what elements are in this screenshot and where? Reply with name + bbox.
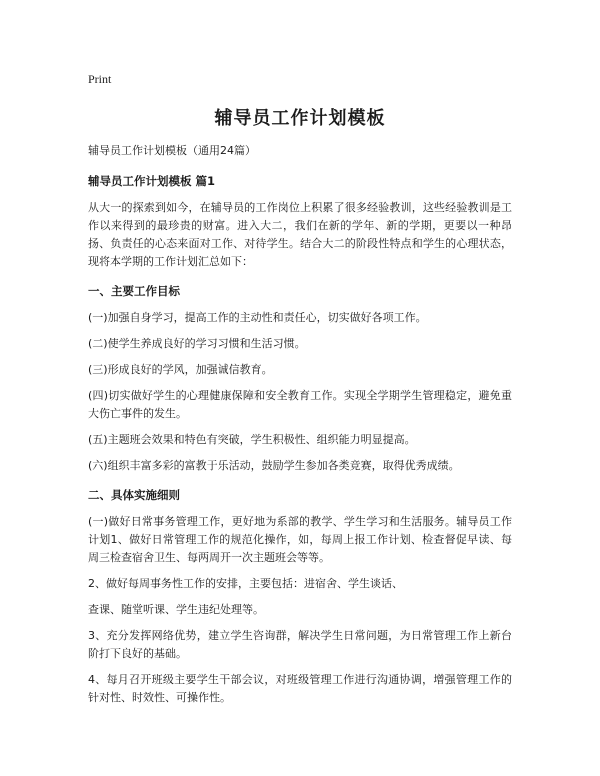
- document-subtitle: 辅导员工作计划模板（通用24篇）: [88, 144, 256, 157]
- intro-paragraph: 从大一的探索到如今，在辅导员的工作岗位上积累了很多经验教训，这些经验教训是工作以来得到的最珍贵的财富。进入大二，我们在新的学年、新的学期，更要以一种昂扬、负责任的心态来面对工作、对待学生。结合大二的阶段性特点和学生的心理状态，现将本学期的工作计划汇总如下：: [88, 201, 512, 268]
- detail-item: (一)做好日常事务管理工作，更好地为系部的教学、学生学习和生活服务。辅导员工作计划1、做好日常管理工作的规范化操作，如，每周上报工作计划、检查督促早读、每周三检查宿舍卫生、每两周开一次主题班会等等。: [88, 515, 512, 564]
- detail-item: 查课、随堂听课、学生违纪处理等。: [88, 603, 264, 616]
- part2-heading: 二、具体实施细则: [88, 488, 180, 502]
- goal-item: (四)切实做好学生的心理健康保障和安全教育工作。实现全学期学生管理稳定，避免重大伤亡事件的发生。: [88, 389, 512, 420]
- print-link[interactable]: Print: [88, 72, 112, 86]
- goal-item: (三)形成良好的学风，加强诚信教育。: [88, 363, 273, 376]
- section-heading: 辅导员工作计划模板 篇1: [88, 174, 216, 188]
- goal-item: (二)使学生养成良好的学习习惯和生活习惯。: [88, 337, 306, 350]
- goal-item: (一)加强自身学习，提高工作的主动性和责任心，切实做好各项工作。: [88, 311, 427, 324]
- goal-item: (六)组织丰富多彩的富教于乐活动，鼓励学生参加各类竞赛，取得优秀成绩。: [88, 459, 460, 472]
- detail-item: 3、充分发挥网络优势，建立学生咨询群，解决学生日常问题，为日常管理工作上新台阶打下良好的基础。: [88, 629, 512, 660]
- page-title: 辅导员工作计划模板: [214, 108, 386, 129]
- detail-item: 4、每月召开班级主要学生干部会议，对班级管理工作进行沟通协调，增强管理工作的针对性、时效性、可操作性。: [88, 673, 512, 704]
- part1-heading: 一、主要工作目标: [88, 284, 180, 298]
- goal-item: (五)主题班会效果和特色有突破，学生积极性、组织能力明显提高。: [88, 433, 416, 446]
- detail-item: 2、做好每周事务性工作的安排，主要包括：进宿舍、学生谈话、: [88, 577, 403, 590]
